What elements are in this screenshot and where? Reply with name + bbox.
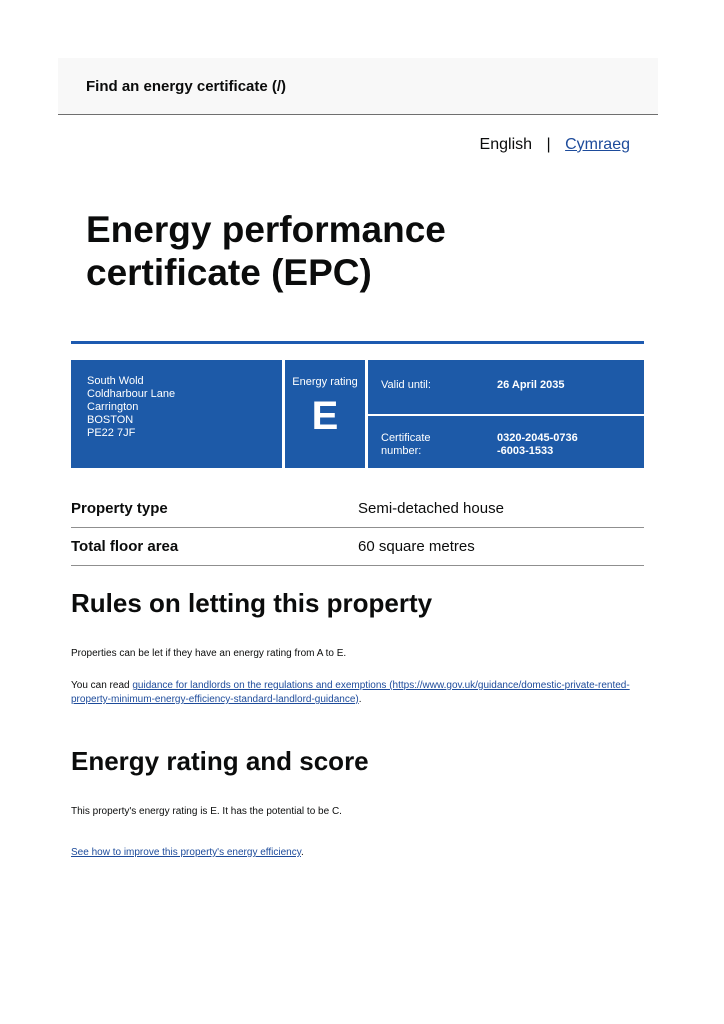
language-english: English xyxy=(479,136,533,153)
summary-row-floor-area xyxy=(71,528,644,566)
summary-row-property-type xyxy=(71,490,644,528)
summary-value: 60 square metres xyxy=(358,538,475,555)
energy-rating-panel xyxy=(285,360,365,468)
certificate-info-panel xyxy=(368,360,644,468)
summary-value: Semi-detached house xyxy=(358,500,504,517)
energy-rating-value: E xyxy=(311,394,339,438)
valid-until-value: 26 April 2035 xyxy=(497,379,565,391)
language-separator: | xyxy=(546,136,551,153)
address-line: Coldharbour Lane xyxy=(87,388,176,400)
certificate-summary-box xyxy=(71,360,644,468)
certificate-number-row xyxy=(368,418,644,468)
guidance-suffix: . xyxy=(358,694,362,705)
guidance-prefix: You can read xyxy=(71,680,133,691)
improve-paragraph xyxy=(71,846,644,860)
service-name-link[interactable]: Find an energy certificate (/) xyxy=(86,78,287,95)
guidance-paragraph xyxy=(71,679,644,707)
address-line: South Wold xyxy=(87,375,144,387)
energy-rating-text: This property's energy rating is E. It has the potential to be C. xyxy=(71,806,342,817)
summary-key: Property type xyxy=(71,500,168,517)
certificate-number-line: -6003-1533 xyxy=(497,445,554,457)
address-line: BOSTON xyxy=(87,414,134,426)
valid-until-row xyxy=(368,360,644,416)
property-summary-list xyxy=(71,490,644,566)
site-header xyxy=(58,58,658,115)
landlord-guidance-link[interactable]: guidance for landlords on the regulations and exemptions (https://www.gov.uk/guidance/domestic-private-rented-property-minimum-energy-efficiency-standard-landlord-guidance) xyxy=(71,680,630,705)
certificate-number-label: Certificate number: xyxy=(381,432,431,457)
improve-efficiency-link[interactable]: See how to improve this property's energy efficiency xyxy=(71,847,301,858)
certificate-number-value xyxy=(497,432,607,458)
rules-heading: Rules on letting this property xyxy=(71,588,433,618)
page-title: Energy performance certificate (EPC) xyxy=(86,209,446,293)
title-divider xyxy=(71,341,644,344)
summary-key: Total floor area xyxy=(71,538,179,555)
rules-text: Properties can be let if they have an energy rating from A to E. xyxy=(71,648,347,659)
energy-rating-heading: Energy rating and score xyxy=(71,746,369,776)
address-line: Carrington xyxy=(87,401,139,413)
improve-suffix: . xyxy=(301,847,304,858)
certificate-number-line: 0320-2045-0736 xyxy=(497,432,578,444)
property-address xyxy=(71,360,282,468)
energy-rating-label: Energy rating xyxy=(292,376,358,388)
language-switcher xyxy=(480,136,630,154)
address-line: PE22 7JF xyxy=(87,427,136,439)
language-cymraeg-link[interactable]: Cymraeg xyxy=(565,136,630,153)
valid-until-label: Valid until: xyxy=(381,379,431,391)
